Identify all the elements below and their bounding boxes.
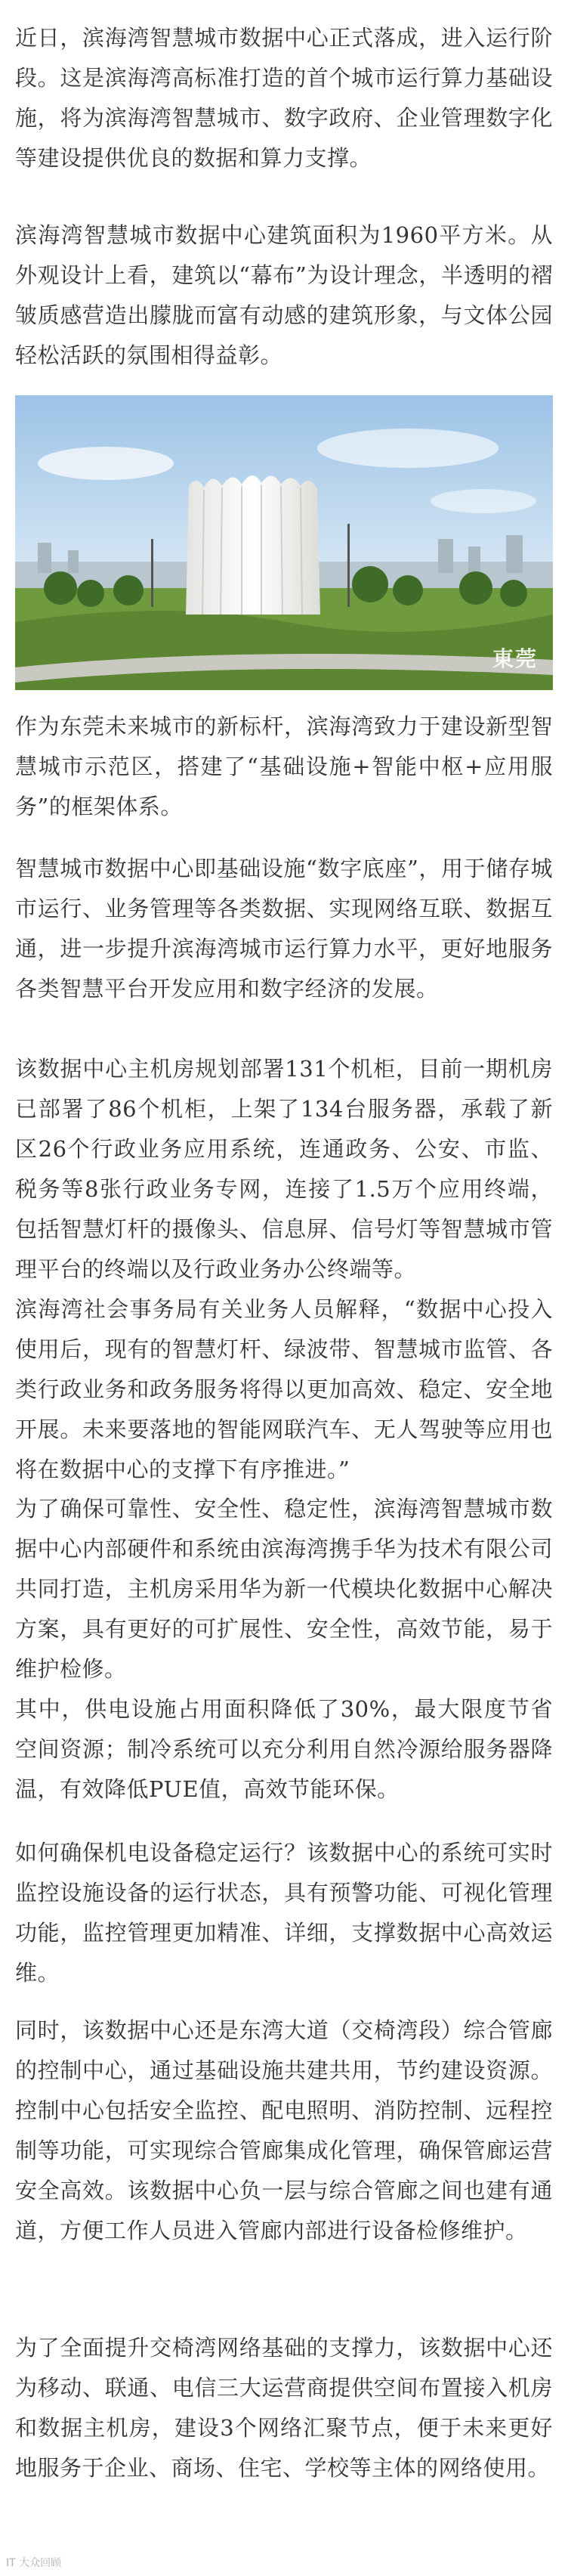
paragraph-utility-tunnel: 同时，该数据中心还是东湾大道（交椅湾段）综合管廊的控制中心，通过基础设施共建共用，节约建设资源。控制中心包括安全监控、配电照明、消防控制、远程控制等功能，可实现综合管廊集成化管理，确保管廊运营安全高效。该数据中心负一层与综合管廊之间也建有通道，方便工作人员进入管廊内部进行设备检修维护。 — [15, 2017, 553, 2243]
data-center-building-image — [15, 395, 553, 690]
paragraph-official-quote: 滨海湾社会事务局有关业务人员解释，“数据中心投入使用后，现有的智慧灯杆、绿波带、智慧城市监管、各类行政业务和政务服务将得以更加高效、稳定、安全地开展。未来要落地的智能网联汽车、无人驾驶等应用也将在数据中心的支撑下有序推进。” — [15, 1296, 553, 1482]
paragraph-energy-saving: 其中，供电设施占用面积降低了30%，最大限度节省空间资源；制冷系统可以充分利用自然冷源给服务器降温，有效降低PUE值，高效节能环保。 — [15, 1696, 553, 1802]
data-center-photo — [15, 395, 553, 690]
paragraph-monitoring: 如何确保机电设备稳定运行？该数据中心的系统可实时监控设施设备的运行状态，具有预警功能、可视化管理功能，监控管理更加精准、详细，支撑数据中心高效运维。 — [15, 1840, 553, 1986]
paragraph-server-room: 该数据中心主机房规划部署131个机柜，目前一期机房已部署了86个机柜，上架了134台服务器，承载了新区26个行政业务应用系统，连通政务、公安、市监、税务等8张行政业务专网，连接了1.5万个应用终端，包括智慧灯杆的摄像头、信息屏、信号灯等智慧城市管理平台的终端以及行政业务办公终端等。 — [15, 1056, 553, 1282]
paragraph-huawei: 为了确保可靠性、安全性、稳定性，滨海湾智慧城市数据中心内部硬件和系统由滨海湾携手华为技术有限公司共同打造，主机房采用华为新一代模块化数据中心解决方案，具有更好的可扩展性、安全性，高效节能，易于维护检修。 — [15, 1496, 553, 1682]
paragraph-network-nodes: 为了全面提升交椅湾网络基础的支撑力，该数据中心还为移动、联通、电信三大运营商提供空间布置接入机房和数据主机房，建设3个网络汇聚节点，便于未来更好地服务于企业、商场、住宅、学校等主体的网络使用。 — [15, 2335, 553, 2481]
paragraph-building-area: 滨海湾智慧城市数据中心建筑面积为1960平方米。从外观设计上看，建筑以“幕布”为设计理念，半透明的褶皱质感营造出朦胧而富有动感的建筑形象，与文体公园轻松活跃的氛围相得益彰。 — [15, 222, 553, 368]
paragraph-intro: 近日，滨海湾智慧城市数据中心正式落成，进入运行阶段。这是滨海湾高标准打造的首个城市运行算力基础设施，将为滨海湾智慧城市、数字政府、企业管理数字化等建设提供优良的数据和算力支撑。 — [15, 25, 553, 171]
photo-watermark: 東莞 — [492, 646, 538, 671]
paragraph-benchmark: 作为东莞未来城市的新标杆，滨海湾致力于建设新型智慧城市示范区，搭建了“基础设施+智能中枢+应用服务”的框架体系。 — [15, 714, 553, 819]
paragraph-digital-base: 智慧城市数据中心即基础设施“数字底座”，用于储存城市运行、业务管理等各类数据、实现网络互联、数据互通，进一步提升滨海湾城市运行算力水平，更好地服务各类智慧平台开发应用和数字经济的发展。 — [15, 856, 553, 1002]
source-watermark: IT 大众回顾 — [6, 2557, 62, 2569]
